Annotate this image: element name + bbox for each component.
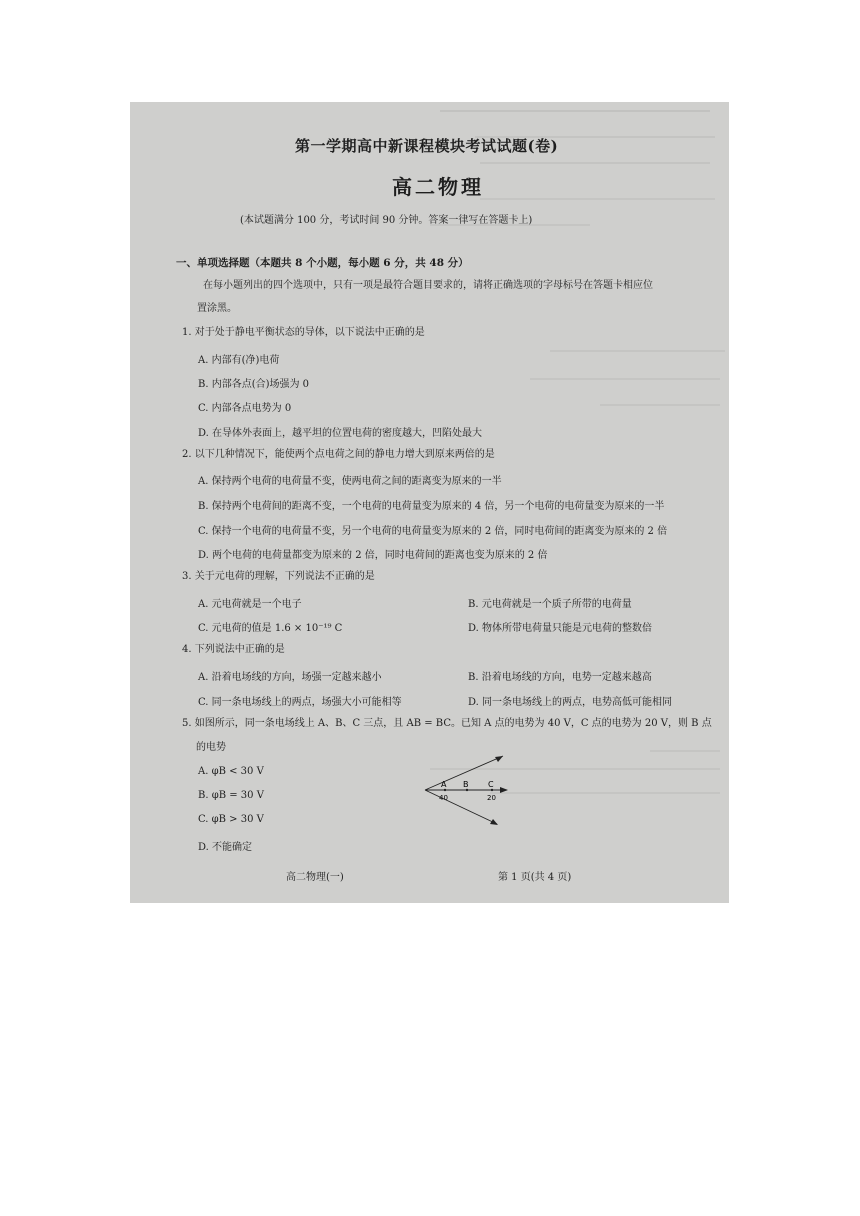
question-5-stem-line1: 5. 如图所示，同一条电场线上 A、B、C 三点，且 AB = BC。已知 A 点的电势为 40 V，C 点的电势为 20 V，则 B 点: [182, 718, 712, 729]
field-line-upper-arrow: [495, 756, 503, 762]
point-a-potential: 40: [439, 794, 448, 802]
question-5-option-c: C. φB > 30 V: [198, 814, 264, 825]
subject-title: 高二物理: [392, 175, 484, 199]
point-b-label: B: [463, 780, 469, 789]
question-2-stem: 2. 以下几种情况下，能使两个点电荷之间的静电力增大到原来两倍的是: [182, 449, 495, 460]
question-4-stem: 4. 下列说法中正确的是: [182, 644, 285, 655]
question-1-option-d: D. 在导体外表面上，越平坦的位置电荷的密度越大，凹陷处最大: [198, 428, 483, 439]
exam-title: 第一学期高中新课程模块考试试题(卷): [295, 137, 559, 155]
question-3-option-d: D. 物体所带电荷量只能是元电荷的整数倍: [468, 623, 653, 634]
field-line-middle-arrow: [500, 787, 508, 793]
footer-page-number: 第 1 页(共 4 页): [498, 872, 572, 883]
question-5-option-b: B. φB = 30 V: [198, 790, 264, 801]
point-a-marker: [444, 789, 446, 791]
footer-subject: 高二物理(一): [286, 872, 344, 883]
question-4-option-b: B. 沿着电场线的方向，电势一定越来越高: [468, 672, 652, 683]
question-3-stem: 3. 关于元电荷的理解，下列说法不正确的是: [182, 571, 375, 582]
question-3-option-a: A. 元电荷就是一个电子: [198, 599, 302, 610]
question-5-field-line-figure: [415, 747, 515, 832]
question-1-stem: 1. 对于处于静电平衡状态的导体，以下说法中正确的是: [182, 327, 425, 338]
question-1-option-a: A. 内部有(净)电荷: [198, 355, 280, 366]
point-c-marker: [491, 789, 493, 791]
question-3-option-b: B. 元电荷就是一个质子所带的电荷量: [468, 599, 632, 610]
section-instruction-line1: 在每小题列出的四个选项中，只有一项是最符合题目要求的，请将正确选项的字母标号在答题卡相应位: [203, 280, 653, 291]
question-4-option-d: D. 同一条电场线上的两点，电势高低可能相同: [468, 697, 673, 708]
question-4-option-c: C. 同一条电场线上的两点，场强大小可能相等: [198, 697, 402, 708]
question-2-option-d: D. 两个电荷的电荷量都变为原来的 2 倍，同时电荷间的距离也变为原来的 2 倍: [198, 550, 548, 561]
point-b-marker: [466, 789, 468, 791]
section-instruction-line2: 置涂黑。: [197, 303, 237, 314]
point-c-label: C: [488, 780, 494, 789]
question-5-stem-line2: 的电势: [196, 742, 226, 753]
question-5-option-d: D. 不能确定: [198, 842, 253, 853]
field-line-lower-arrow: [490, 819, 498, 825]
point-c-potential: 20: [487, 794, 496, 802]
exam-paper-photo: [130, 102, 729, 903]
question-4-option-a: A. 沿着电场线的方向，场强一定越来越小: [198, 672, 382, 683]
point-a-label: A: [441, 780, 447, 789]
question-2-option-a: A. 保持两个电荷的电荷量不变，使两电荷之间的距离变为原来的一半: [198, 476, 502, 487]
question-3-option-c: C. 元电荷的值是 1.6 × 10⁻¹⁹ C: [198, 623, 343, 634]
question-5-option-a: A. φB < 30 V: [198, 766, 264, 777]
exam-note: (本试题满分 100 分，考试时间 90 分钟。答案一律写在答题卡上): [240, 215, 533, 226]
question-2-option-c: C. 保持一个电荷的电荷量不变，另一个电荷的电荷量变为原来的 2 倍，同时电荷间的距离变为原来的 2 倍: [198, 526, 668, 537]
question-1-option-c: C. 内部各点电势为 0: [198, 403, 292, 414]
section-heading: 一、单项选择题（本题共 8 个小题，每小题 6 分，共 48 分）: [176, 257, 469, 269]
question-1-option-b: B. 内部各点(合)场强为 0: [198, 379, 310, 390]
question-2-option-b: B. 保持两个电荷间的距离不变，一个电荷的电荷量变为原来的 4 倍，另一个电荷的电荷量变为原来的一半: [198, 501, 665, 512]
